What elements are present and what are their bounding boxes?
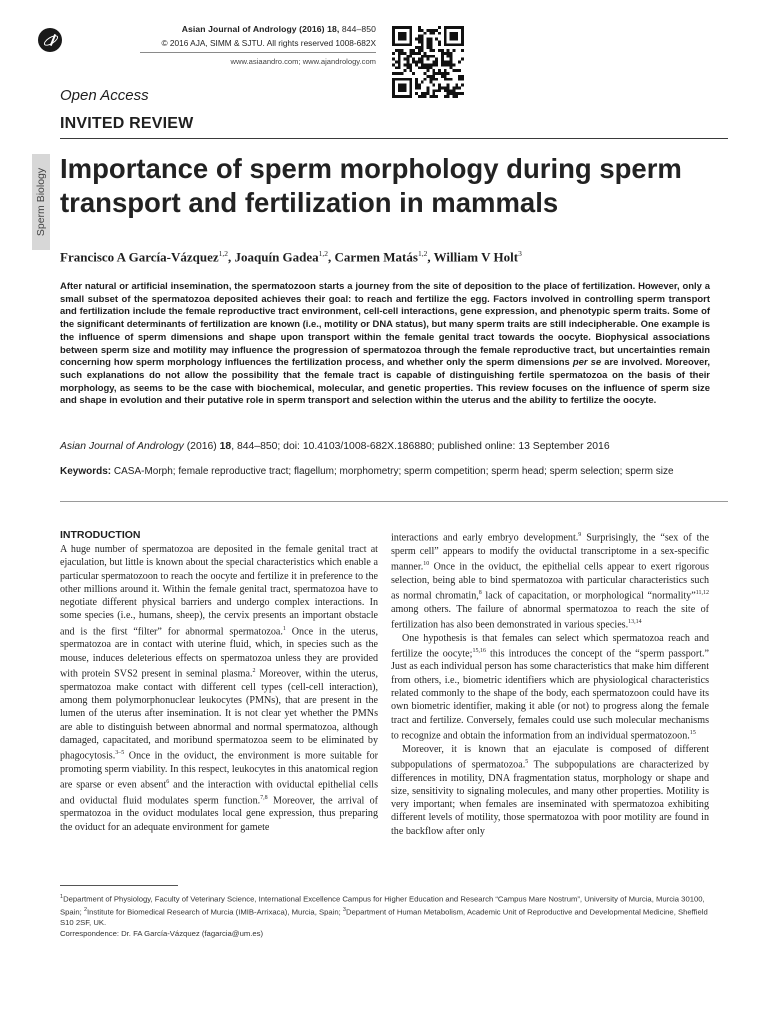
header-divider (140, 52, 376, 53)
reference-superscript: 3 (342, 907, 346, 914)
reference-superscript: 15,16 (472, 647, 486, 654)
citation-year: (2016) (183, 441, 220, 452)
author-list: Francisco A García-Vázquez$^{1,2}$, Joaquín Gadea$^{1,2}$, Carmen Matás$^{1,2}$, William V Holt$^3$ (60, 249, 522, 265)
keywords (60, 465, 710, 479)
abstract-text: After natural or artificial insemination, the spermatozoon starts a journey from the site of deposition to the place of fertilization. However, only a small subset of the spermatozoa deposited achieves their goal: to reach and fertilize the egg. Factors involved in controlling sperm transport and fertilization include the female reproductive tract environment, cell-cell interactions, gene expression, and phenotypic sperm traits. Some of the significant determinants of fertilization are known (i.e., motility or DNA status), but many sperm traits are still indecipherable. One example is the influence of sperm dimensions and shape upon transport within the female genital tract towards the oocyte. Biophysical associations between sperm size and motility may influence the progression of spermatozoa through the female reproductive tract, but uncertainties remain concerning how sperm morphology influences the fertilization process, and whether only the sperm dimensions (60, 281, 710, 369)
section-tab-label: Sperm Biology (35, 167, 47, 237)
reference-superscript: 15 (689, 729, 696, 736)
reference-superscript: 1 (60, 894, 64, 900)
introduction-heading: INTRODUCTION (60, 529, 141, 541)
journal-pages: 844–850 (339, 24, 376, 34)
reference-superscript: 7,8 (260, 794, 268, 801)
qr-code-icon (392, 26, 464, 98)
author-affiliation-marker: 1,2 (417, 249, 428, 258)
reference-superscript: 1 (282, 625, 286, 632)
article-title: Importance of sperm morphology during sperm transport and fertilization in mammals (60, 153, 682, 218)
reference-superscript: 2 (83, 907, 87, 914)
abstract-italic-text: per se (572, 357, 602, 369)
article-type: INVITED REVIEW (60, 115, 194, 132)
article-citation (60, 441, 610, 452)
footnote-divider (60, 885, 178, 886)
author-name: William V Holt (433, 249, 519, 265)
journal-citation-header (182, 24, 376, 34)
article-type-divider (60, 138, 728, 139)
body-paragraph: One hypothesis is that females can select which spermatozoa reach and fertilize the oocyte;$^{15,16}$ this introduces the concept of the “sperm passport.” Just as each individual person has some characteristics that make him different from others, i.e., biometric identifiers which are physiological characteristics related commonly to the shape of the body, each spermatozoon could have its own biometric identifier, making it able (or not) to progress along the female tract and fertilize. Conversely, females could use such molecular mechanisms to recognize and obtain the information from an individual spermatozoon.$^{15}$ (391, 632, 709, 742)
reference-superscript: 3–5 (115, 750, 125, 757)
author-affiliation-marker: 1,2 (318, 249, 329, 258)
author-affiliation-marker: 1,2 (218, 249, 228, 258)
open-access-label: Open Access (60, 87, 149, 104)
affiliations: $^1$Department of Physiology, Faculty of Veterinary Science, International Excellence Campus for Higher Education and Research “Campus Mare Nostrum”, University of Murcia, Murcia 30100, Spain; $^2$Institute for Biomedical Research of Murcia (IMIB-Arrixaca), Murcia, Spain; $^3$Department of Human Metabolism, Academic Unit of Reproductive and Developmental Medicine, Sheffield S10 2SF, UK. (60, 894, 708, 928)
journal-name: Asian Journal of Andrology (2016) 18, (181, 24, 340, 34)
citation-volume: 18 (219, 441, 232, 452)
author-name: Carmen Matás (334, 249, 418, 265)
correspondence[interactable]: Correspondence: Dr. FA García-Vázquez (fagarcia@um.es) (60, 928, 264, 938)
body-column-left (60, 543, 378, 834)
reference-superscript: 2 (252, 668, 256, 675)
body-column-right (391, 529, 709, 838)
reference-superscript: 6 (166, 779, 170, 786)
reference-superscript: 9 (578, 532, 582, 538)
footnotes (60, 892, 710, 940)
journal-logo-icon (38, 28, 62, 52)
author-name: Joaquín Gadea (234, 249, 319, 265)
reference-superscript: 11,12 (695, 589, 709, 596)
reference-superscript: 8 (478, 589, 482, 596)
journal-urls[interactable]: www.asiaandro.com; www.ajandrology.com (230, 57, 376, 66)
abstract-text: are involved. Moreover, such explanations do not allow the possibility that the female tract is capable of distinguishing fertile spermatozoa on the basis of their morphology, as seems to be the case with biochemical, molecular, and genetic properties. This review focuses on the influence of sperm size and shape in evolution and their putative role in sperm transport and selection within the uterus and the ability to fertilize the oocyte. (60, 357, 710, 407)
keywords-text: CASA-Morph; female reproductive tract; flagellum; morphometry; sperm competition; sperm head; sperm selection; sperm size (111, 466, 674, 477)
copyright-line: © 2016 AJA, SIMM & SJTU. All rights reserved 1008-682X (161, 38, 376, 48)
author-affiliation-marker: 3 (518, 249, 522, 258)
author-name: Francisco A García-Vázquez (60, 249, 219, 265)
reference-superscript: 5 (525, 758, 529, 765)
reference-superscript: 13,14 (628, 618, 642, 625)
body-paragraph: A huge number of spermatozoa are deposited in the female genital tract at ejaculation, but little is known about the special characteristics which enable a particular spermatozoon to reach the oocyte and fertilize it in preference to the other millions around it. Within the female genital tract, spermatozoa have to negotiate different physical barriers and undergo complex interactions. In some species (i.e., humans, sheep), the cervix presents an important obstacle and is the first “filter” for abnormal spermatozoa.$^1$ Once in the uterus, spermatozoa are in contact with uterine fluid, which, in species such as the mouse, induces deleterious effects on spermatozoa unless they are provided with protein SVS2 present in seminal plasma.$^2$ Moreover, within the uterus, spermatozoa make contact with different cell types (cell-cell interaction), among them polymorphonuclear leukocytes (PMNs), that are present in the lumen of the uterus after insemination. It is not clear yet whether the PMNs are able to distinguish between abnormal and normal spermatozoa, although damaged, capacitated, and moribund spermatozoa seem to be eliminated by phagocytosis.$^{3-5}$ Once in the oviduct, the environment is more suitable for promoting sperm viability. In this respect, leukocytes in this anatomical region are sparse or even absent$^6$ and the interaction with oviductal epithelial cells and oviductal fluid modulates sperm function.$^{7,8}$ Moreover, the arrival of spermatozoa in the oviduct modulates local gene expression, thus preparing the oviduct for an adequate environment for gamete (60, 544, 378, 833)
body-paragraph: Moreover, it is known that an ejaculate is composed of different subpopulations of spermatozoa.$^5$ The subpopulations are characterized by differences in motility, DNA fragmentation status, morphology or shape and size, sensitivity to signaling molecules, and many other properties. Motility is very important; when females are inseminated with spermatozoa exhibiting different levels of motility, those spermatozoa with poor motility are found in the backflow after only (391, 743, 709, 837)
abstract (60, 281, 710, 408)
citation-journal: Asian Journal of Andrology (60, 441, 184, 452)
body-paragraph: interactions and early embryo development.$^9$ Surprisingly, the “sex of the sperm cell” appears to modify the oviductal transcriptome in a sex-specific manner.$^{10}$ Once in the oviduct, the epithelial cells appear to exert rigorous selection, being able to bind spermatozoa with particular characteristics such as normal chromatin,$^8$ lack of capacitation, or morphological “normality”$^{11,12}$ among others. The failure of abnormal spermatozoa to reach the site of fertilization has also been demonstrated in various species.$^{13,14}$ (391, 532, 710, 631)
citation-doi[interactable]: , 844–850; doi: 10.4103/1008-682X.186880; published online: 13 September 2016 (231, 441, 610, 452)
reference-superscript: 10 (423, 560, 430, 567)
keywords-label: Keywords: (60, 466, 112, 477)
section-tab (32, 154, 50, 250)
keywords-divider (60, 501, 728, 502)
